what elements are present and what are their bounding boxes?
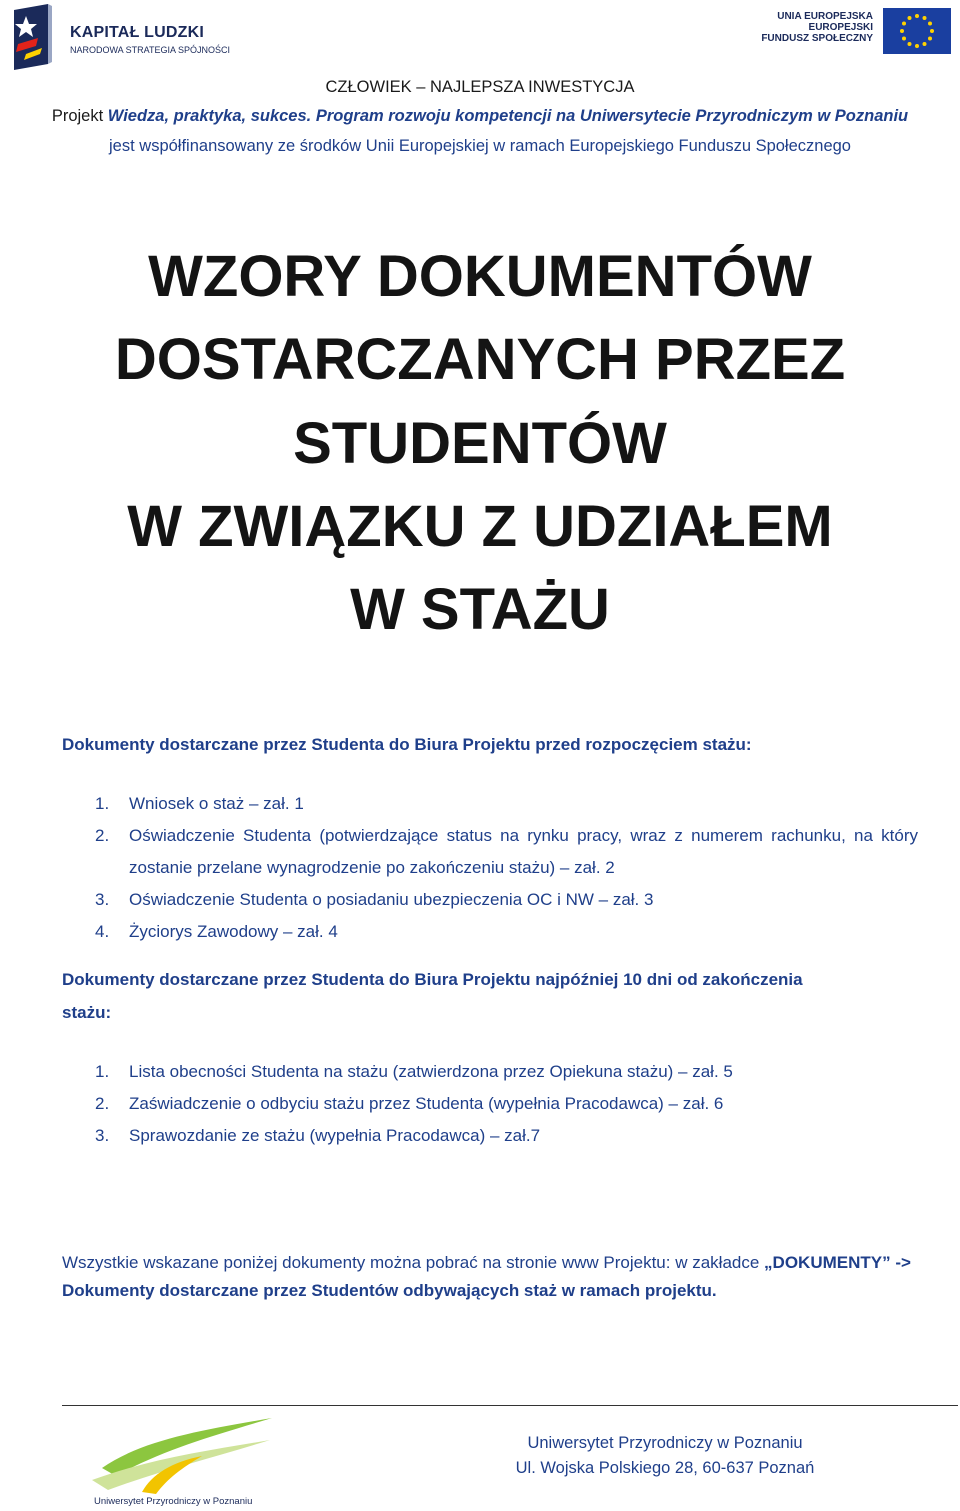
header-project-name: Wiedza, praktyka, sukces. Program rozwoju kompetencji na Uniwersytecie Przyrodniczym w Poznaniu <box>107 107 909 125</box>
list-item-number: 4. <box>95 922 110 941</box>
section2-heading-line1: Dokumenty dostarczane przez Studenta do Biura Projektu najpóźniej 10 dni od zakończenia <box>62 970 803 989</box>
section2-list <box>62 1056 918 1152</box>
header-project-prefix: Projekt <box>51 107 108 125</box>
eu-logo-line3: FUNDUSZ SPOŁECZNY <box>761 33 873 44</box>
list-item-text: Oświadczenie Studenta o posiadaniu ubezpieczenia OC i NW – zał. 3 <box>129 890 654 909</box>
kapital-ludzki-subtitle: NARODOWA STRATEGIA SPÓJNOŚCI <box>70 45 231 55</box>
download-note-text: Wszystkie wskazane poniżej dokumenty można pobrać na stronie www Projektu: w zakładce <box>62 1253 760 1272</box>
list-item <box>62 1120 918 1152</box>
page-title-line2: DOSTARCZANYCH PRZEZ <box>114 327 846 392</box>
eu-logo-text <box>761 11 873 44</box>
list-item <box>62 788 918 820</box>
list-item <box>62 884 918 916</box>
list-item-text: Lista obecności Studenta na stażu (zatwierdzona przez Opiekuna stażu) – zał. 5 <box>129 1062 733 1081</box>
list-item-text: Sprawozdanie ze stażu (wypełnia Pracodawca) – zał.7 <box>129 1126 541 1145</box>
header-project <box>0 107 960 126</box>
eu-flag-icon <box>883 8 951 54</box>
list-item <box>62 916 918 948</box>
page-title-line4: W ZWIĄZKU Z UDZIAŁEM <box>127 494 833 559</box>
university-swoosh-icon <box>82 1410 282 1496</box>
list-item-number: 2. <box>95 826 110 845</box>
section1-list <box>62 788 918 948</box>
page-title-line3: STUDENTÓW <box>293 411 667 476</box>
list-item-text: Zaświadczenie o odbyciu stażu przez Studenta (wypełnia Pracodawca) – zał. 6 <box>129 1094 724 1113</box>
eu-logo-line1: UNIA EUROPEJSKA <box>777 11 873 22</box>
list-item-number: 1. <box>95 794 110 813</box>
page-title-line5: W STAŻU <box>350 577 610 642</box>
eu-logo-line2: EUROPEJSKI <box>808 22 873 33</box>
download-note-path: „DOKUMENTY” -> Dokumenty dostarczane przez Studentów odbywających staż w ramach projektu. <box>62 1253 911 1300</box>
header-motto: CZŁOWIEK – NAJLEPSZA INWESTYCJA <box>325 78 635 96</box>
kapital-ludzki-logo <box>8 4 231 70</box>
list-item <box>62 1056 918 1088</box>
university-logo-caption: Uniwersytet Przyrodniczy w Poznaniu <box>94 1496 253 1507</box>
kapital-ludzki-title: KAPITAŁ LUDZKI <box>70 24 205 41</box>
footer-address: Ul. Wojska Polskiego 28, 60-637 Poznań <box>515 1459 815 1477</box>
university-logo <box>82 1410 282 1510</box>
list-item <box>62 1088 918 1120</box>
list-item-number: 1. <box>95 1062 110 1081</box>
list-item-number: 2. <box>95 1094 110 1113</box>
list-item <box>62 820 918 884</box>
section2-heading-line2: stażu: <box>62 1003 112 1022</box>
eu-logo <box>761 6 955 58</box>
footer-divider <box>62 1405 958 1406</box>
page-title-line1: WZORY DOKUMENTÓW <box>148 244 812 309</box>
download-note <box>62 1249 918 1305</box>
footer-university: Uniwersytet Przyrodniczy w Poznaniu <box>527 1434 803 1452</box>
list-item-text: Życiorys Zawodowy – zał. 4 <box>129 922 338 941</box>
section1-heading: Dokumenty dostarczane przez Studenta do Biura Projektu przed rozpoczęciem stażu: <box>62 735 752 754</box>
header-cofinancing: jest współfinansowany ze środków Unii Europejskiej w ramach Europejskiego Funduszu Społecznego <box>109 137 851 155</box>
list-item-text: Wniosek o staż – zał. 1 <box>129 794 304 813</box>
list-item-number: 3. <box>95 1126 110 1145</box>
kapital-ludzki-emblem-icon <box>8 4 60 70</box>
list-item-text: Oświadczenie Studenta (potwierdzające status na rynku pracy, wraz z numerem rachunku, na który zostanie przelane wynagrodzenie po zakończeniu stażu) – zał. 2 <box>129 826 918 877</box>
list-item-number: 3. <box>95 890 110 909</box>
